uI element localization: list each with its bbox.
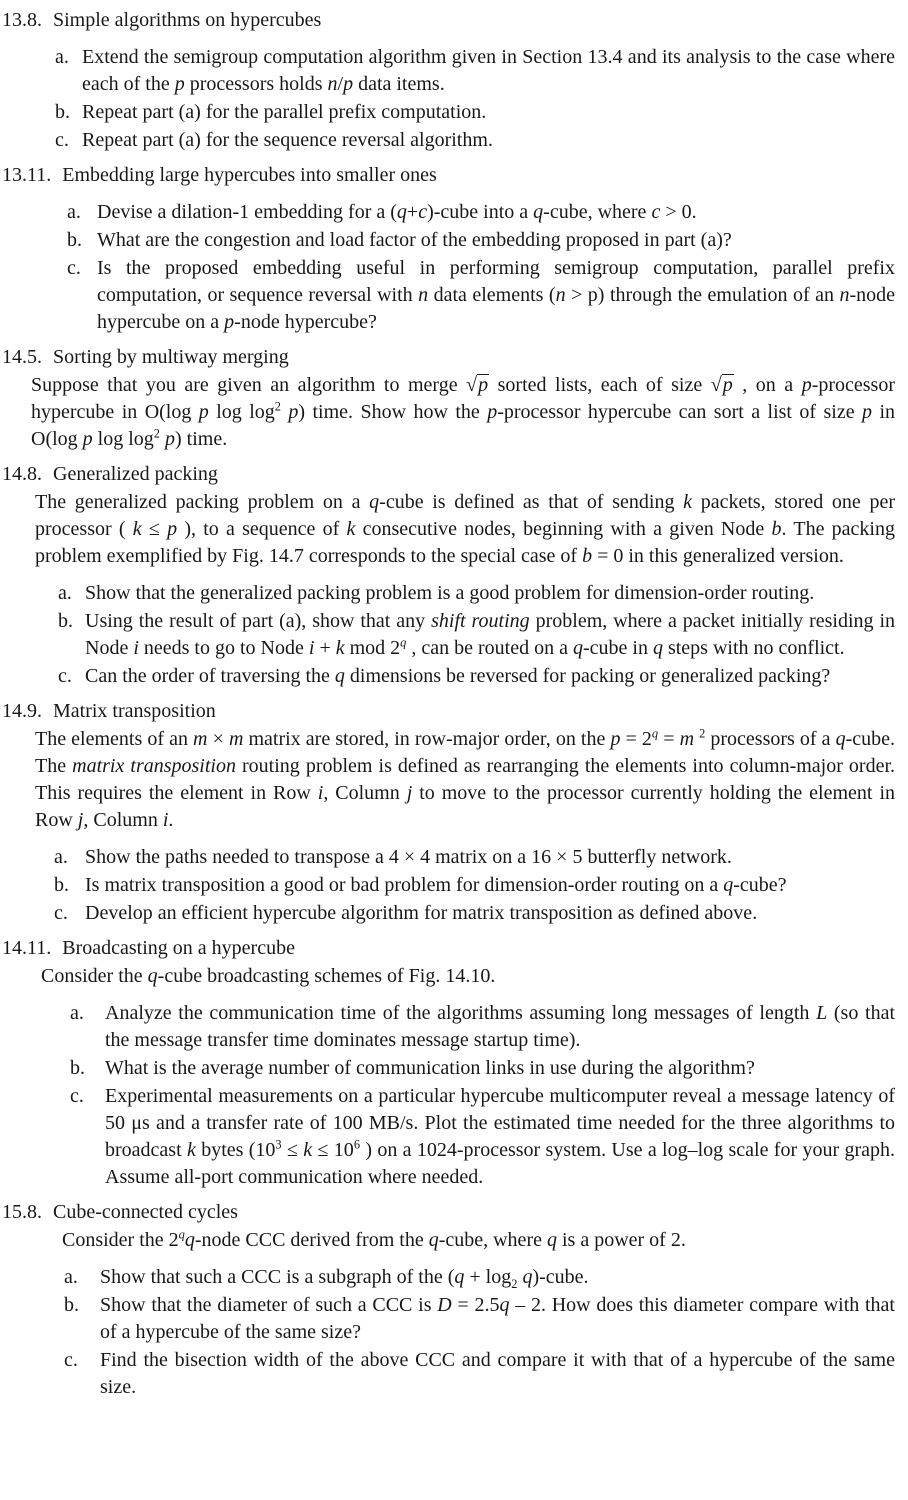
item-label: c. (54, 902, 68, 924)
exercise-item (2, 44, 895, 98)
section-number: 14.9. (2, 700, 42, 722)
section-intro: Consider the 2$^q$q-node CCC derived from the q-cube, where q is a power of 2. (62, 1227, 686, 1251)
item-text: Extend the semigroup computation algorithm given in Section 13.4 and its analysis to the case where each of the p processors holds n/p data items. (82, 46, 895, 95)
section-heading (2, 344, 895, 371)
section-number: 13.8. (2, 9, 42, 31)
item-text: Using the result of part (a), show that any shift routing problem, where a packet initially residing in Node i needs to go to Node i + k mod 2$^q$ , can be routed on a q-cube in q steps with no conflict. (85, 610, 896, 659)
item-list (2, 580, 895, 690)
section-15-8 (2, 1199, 895, 1401)
exercise-item (2, 1083, 895, 1191)
section-14-9 (2, 698, 895, 927)
item-text: Develop an efficient hypercube algorithm for matrix transposition as defined above. (85, 902, 758, 924)
item-text: Show that the generalized packing problem is a good problem for dimension-order routing. (85, 582, 815, 604)
section-title: Broadcasting on a hypercube (62, 937, 295, 959)
item-label: c. (67, 257, 81, 279)
exercise-item (2, 663, 895, 690)
exercise-item (2, 199, 895, 226)
section-heading (2, 461, 895, 488)
item-text: Is matrix transposition a good or bad problem for dimension-order routing on a q-cube? (85, 874, 787, 896)
textbook-exercises-page (2, 7, 895, 1401)
section-14-8 (2, 461, 895, 690)
item-label: a. (64, 1266, 78, 1288)
item-text: Devise a dilation-1 embedding for a (q+c)-cube into a q-cube, where c > 0. (97, 201, 697, 223)
exercise-item (2, 1292, 895, 1346)
section-heading (2, 698, 895, 725)
section-13-11 (2, 162, 895, 336)
section-number: 14.8. (2, 463, 42, 485)
item-label: c. (64, 1349, 78, 1371)
item-label: b. (58, 610, 73, 632)
section-title: Sorting by multiway merging (53, 346, 289, 368)
item-label: b. (54, 874, 69, 896)
item-list (2, 1000, 895, 1191)
item-label: a. (67, 201, 81, 223)
item-text: Show that such a CCC is a subgraph of the ($q + \log_2$ q)-cube. (100, 1266, 589, 1291)
item-label: c. (55, 129, 69, 151)
section-14-11 (2, 935, 895, 1191)
section-heading (2, 7, 895, 34)
item-label: a. (70, 1002, 84, 1024)
section-intro: The generalized packing problem on a q-cube is defined as that of sending k packets, stored one per processor ( k ≤ p ), to a sequence of k consecutive nodes, beginning with a given Node b. The packing problem exemplified by Fig. 14.7 corresponds to the special case of b = 0 in this generalized version. (35, 491, 895, 567)
exercise-item (2, 1264, 895, 1291)
item-label: b. (55, 101, 70, 123)
section-13-8 (2, 7, 895, 154)
section-title: Matrix transposition (53, 700, 216, 722)
section-number: 13.11. (2, 164, 52, 186)
item-text: Show that the diameter of such a CCC is D = 2.5q – 2. How does this diameter compare with that of a hypercube of the same size? (100, 1294, 895, 1343)
section-title: Simple algorithms on hypercubes (53, 9, 322, 31)
exercise-item (2, 127, 895, 154)
exercise-item (2, 580, 895, 607)
item-list (2, 44, 895, 154)
section-title: Generalized packing (53, 463, 218, 485)
item-list (2, 1264, 895, 1401)
exercise-item (2, 99, 895, 126)
item-label: a. (54, 846, 68, 868)
section-heading (2, 935, 895, 962)
section-title: Embedding large hypercubes into smaller ones (62, 164, 437, 186)
item-text: Find the bisection width of the above CCC and compare it with that of a hypercube of the same size. (100, 1349, 895, 1398)
item-text: What are the congestion and load factor of the embedding proposed in part (a)? (97, 229, 732, 251)
section-number: 14.5. (2, 346, 42, 368)
item-text: Analyze the communication time of the algorithms assuming long messages of length L (so that the message transfer time dominates message startup time). (105, 1002, 896, 1051)
section-intro: Suppose that you are given an algorithm to merge √p sorted lists, each of size √p , on a p-processor hypercube in O(log p $\log \log^2 p$) time. Show how the p-processor hypercube can sort a list of size p in O(log p $\log \log^2 p$) time. (31, 374, 896, 450)
item-text: Is the proposed embedding useful in performing semigroup computation, parallel prefix computation, or sequence reversal with n data elements (n > p) through the emulation of an n-node hypercube on a p-node hypercube? (97, 257, 895, 333)
item-label: c. (58, 665, 72, 687)
item-label: c. (70, 1085, 84, 1107)
exercise-item (2, 255, 895, 336)
exercise-item (2, 1000, 895, 1054)
section-number: 15.8. (2, 1201, 42, 1223)
section-number: 14.11. (2, 937, 52, 959)
item-label: b. (67, 229, 82, 251)
section-intro: Consider the q-cube broadcasting schemes of Fig. 14.10. (41, 965, 496, 987)
item-label: b. (64, 1294, 79, 1316)
item-label: a. (58, 582, 72, 604)
section-intro: The elements of an m × m matrix are stored, in row-major order, on the $p = 2^q = m$ $^2$ processors of a q-cube. The matrix transposition routing problem is defined as rearranging the elements into column-major order. This requires the element in Row i, Column j to move to the processor currently holding the element in Row j, Column i. (35, 726, 896, 831)
section-heading (2, 162, 895, 189)
exercise-item (2, 1347, 895, 1401)
section-title: Cube-connected cycles (53, 1201, 238, 1223)
item-text: Repeat part (a) for the parallel prefix computation. (82, 101, 487, 123)
item-text: Can the order of traversing the q dimensions be reversed for packing or generalized packing? (85, 665, 831, 687)
item-text: Show the paths needed to transpose a 4 × 4 matrix on a 16 × 5 butterfly network. (85, 846, 732, 868)
exercise-item (2, 844, 895, 871)
item-list (2, 844, 895, 927)
exercise-item (2, 1055, 895, 1082)
exercise-item (2, 900, 895, 927)
item-label: b. (70, 1057, 85, 1079)
section-heading (2, 1199, 895, 1226)
item-list (2, 199, 895, 336)
item-text: Repeat part (a) for the sequence reversal algorithm. (82, 129, 493, 151)
exercise-item (2, 872, 895, 899)
exercise-item (2, 608, 895, 662)
item-label: a. (55, 46, 69, 68)
exercise-item (2, 227, 895, 254)
section-14-5 (2, 344, 895, 453)
item-text: Experimental measurements on a particular hypercube multicomputer reveal a message latency of 50 μs and a transfer rate of 100 MB/s. Plot the estimated time needed for the three algorithms to broadcast k bytes ($10^3 \le k \le 10^6$ ) on a 1024-processor system. Use a log–log scale for your graph. Assume all-port communication where needed. (105, 1085, 895, 1188)
item-text: What is the average number of communication links in use during the algorithm? (105, 1057, 755, 1079)
